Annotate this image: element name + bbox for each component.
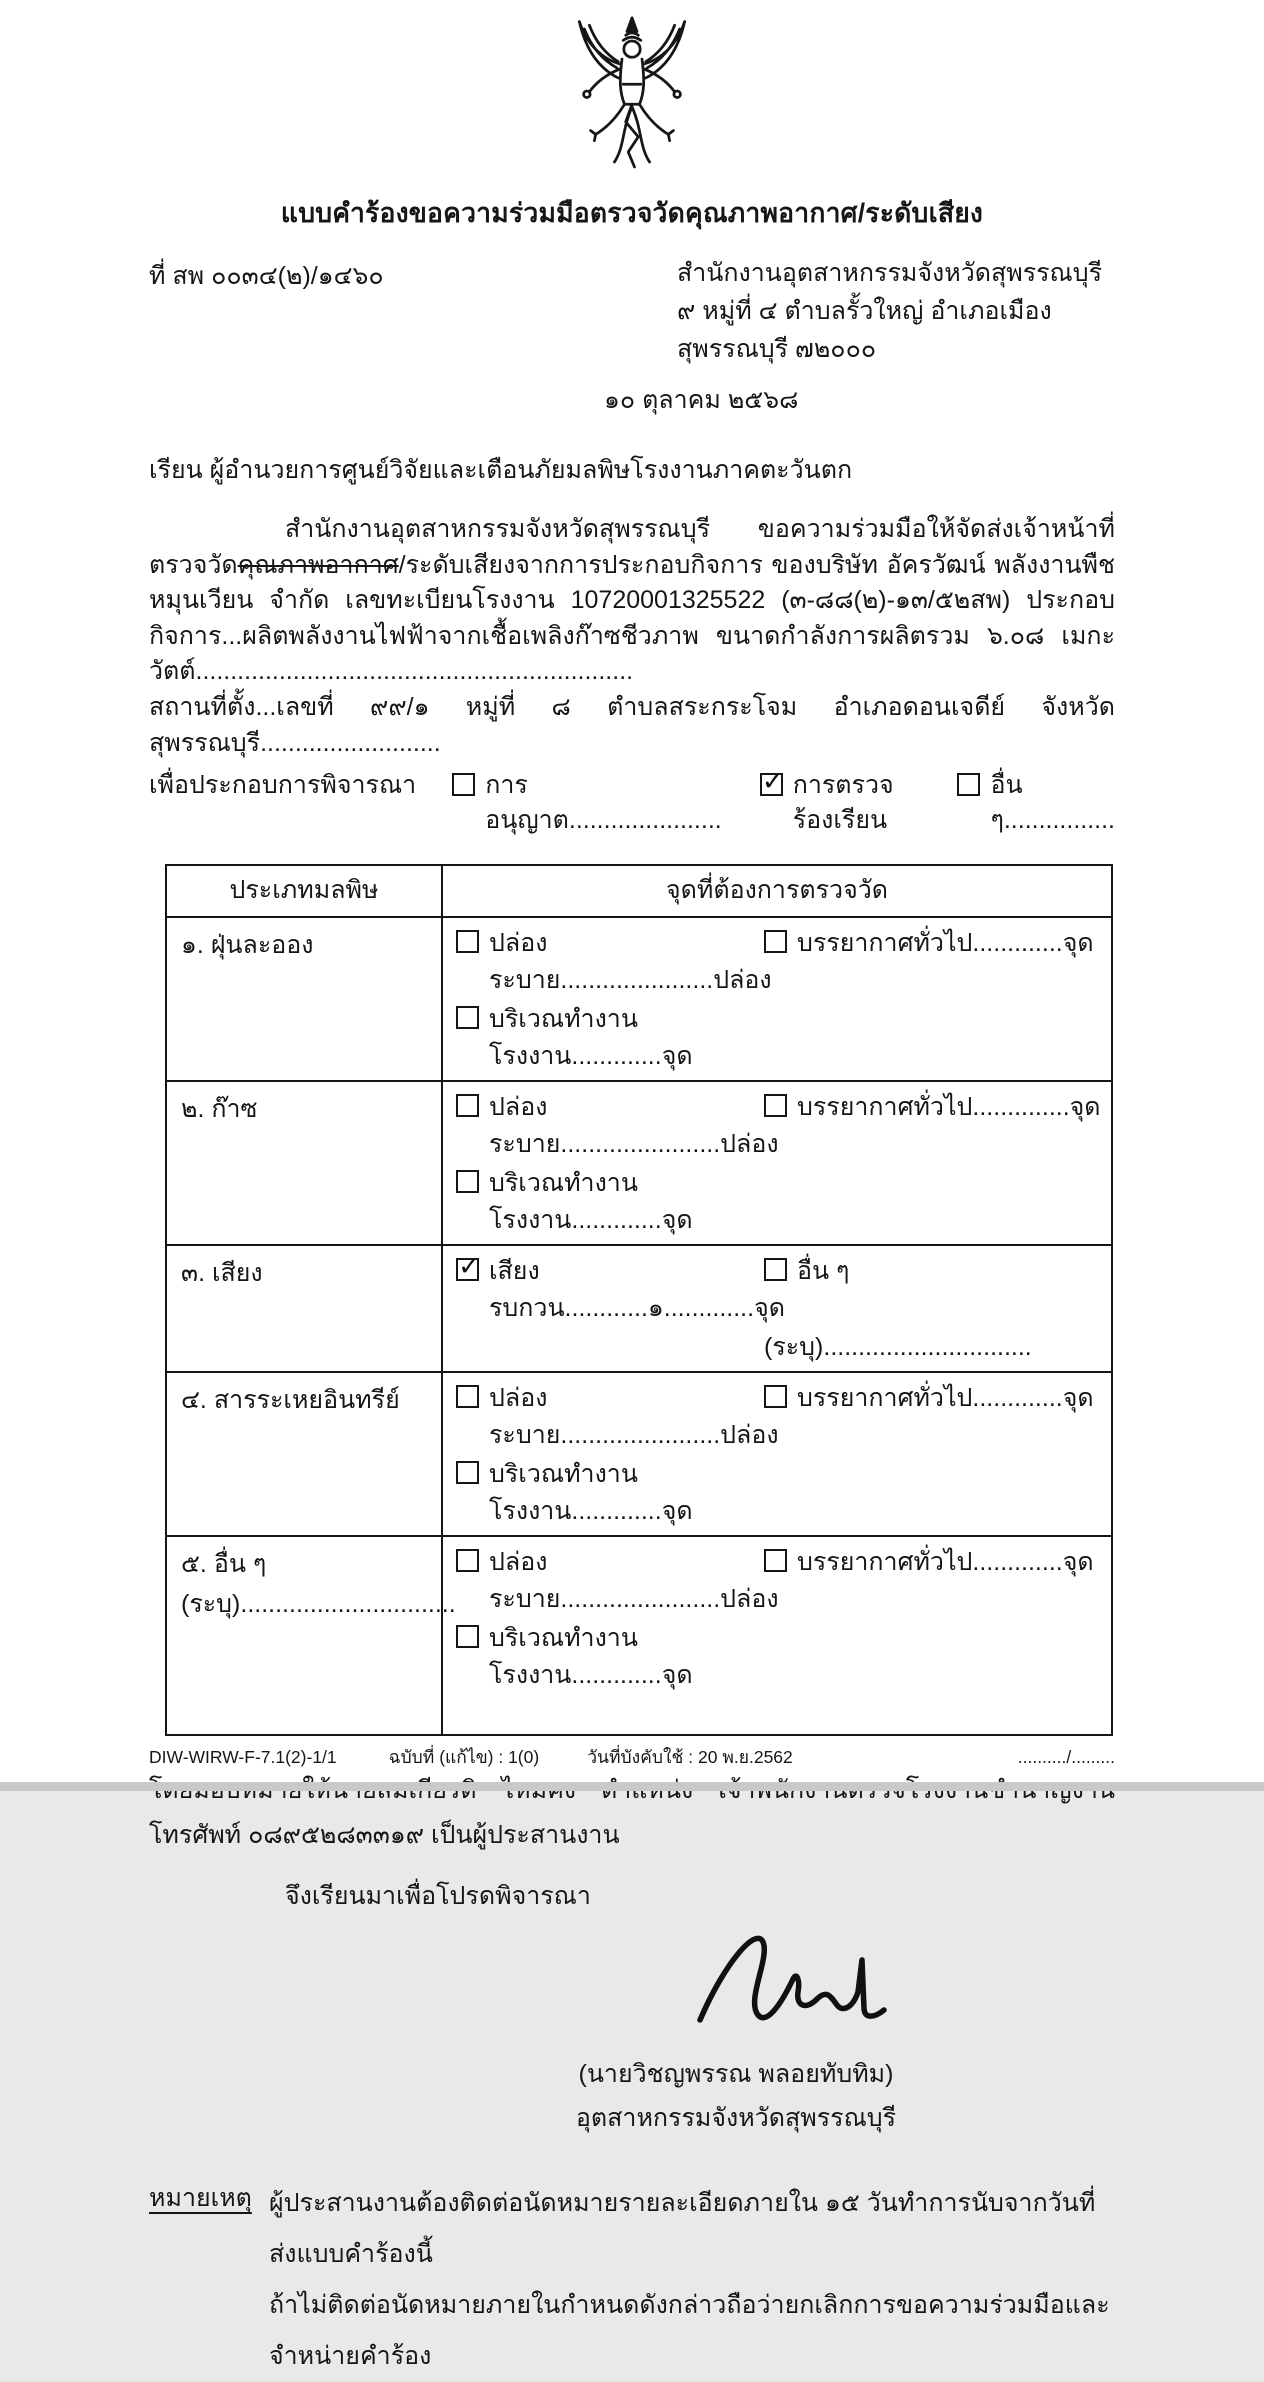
note-line-2: ถ้าไม่ติดต่อนัดหมายภายในกำหนดดังกล่าวถือว่ายกเลิกการขอความร่วมมือและจำหน่ายคำร้อง [269,2291,1110,2371]
pollution-table-body [166,917,1112,1735]
signer-name: (นายวิชญพรรณ พลอยทับทิม) [578,2060,894,2089]
checkbox[interactable] [957,773,980,796]
struck-text: คุณภาพอากาศ [237,550,399,579]
option-label: บริเวณทำงานโรงงาน.............จุด [489,1005,693,1071]
table-row [166,1245,1112,1372]
measure-option [456,1544,779,1618]
form-code: DIW-WIRW-F-7.1(2)-1/1 [149,1747,337,1767]
body-after-struck: /ระดับเสียงจากการประกอบกิจการ ของบริษัท อัครวัฒน์ พลังงานพืชหมุนเวียน จำกัด เลขทะเบียนโรงงาน 10720001325522 (๓-๘๘(๒)-๑๓/๕๒สพ) ประกอบกิจการ...ผลิตพลังงานไฟฟ้าจากเชื้อเพลิงก๊าซชีวภาพ ขนาดกำลังการผลิตรวม ๖.๐๘ เมกะวัตต์............................................................... [149,550,1115,686]
table-row [166,1536,1112,1735]
purpose-label: เพื่อประกอบการพิจารณา [149,771,417,800]
purpose-options [452,768,1115,838]
body-paragraph [149,512,1115,690]
measure-option [456,925,772,999]
checkbox[interactable] [456,1006,479,1029]
option-label: ปล่องระบาย.......................ปล่อง [489,1093,779,1159]
option-label: การอนุญาต...................... [485,771,722,835]
purpose-row [149,768,1115,838]
pollution-type-cell [166,1372,442,1536]
pollution-table [165,864,1113,1736]
option-label: การตรวจร้องเรียน [792,771,894,835]
option-line [456,925,1107,999]
body-lead: สำนักงานอุตสาหกรรมจังหวัดสุพรรณบุรี ขอความร่วมมือให้จัดส่งเจ้าหน้าที่ตรวจวัด [149,515,1115,579]
measure-option [456,1165,764,1239]
page-title: แบบคำร้องขอความร่วมมือตรวจวัดคุณภาพอากาศ/ระดับเสียง [280,198,984,228]
checkbox[interactable] [456,1461,479,1484]
signature-block [521,1922,951,2140]
office-address-line: ๙ หมู่ที่ ๔ ตำบลรั้วใหญ่ อำเภอเมือง [677,297,1052,325]
assignment-paragraph: โทรศัพท์ ๐๘๙๕๒๘๓๓๑๙ เป็นผู้ประสานงาน [149,1821,620,1850]
option-label: บรรยากาศทั่วไป.............จุด [797,1384,1094,1413]
option-label: เสียงรบกวน............๑.............จุด [489,1257,785,1323]
garuda-emblem-icon [556,14,708,172]
option-line [456,1001,1107,1075]
option-line [456,1380,1107,1454]
checkbox[interactable] [764,1385,787,1408]
note-line-1: ผู้ประสานงานต้องติดต่อนัดหมายรายละเอียดภายใน ๑๕ วันทำการนับจากวันที่ส่งแบบคำร้องนี้ [269,2189,1096,2269]
form-effective-date: วันที่บังคับใช้ : 20 พ.ย.2562 [587,1747,793,1767]
measure-option [764,1544,1107,1581]
checkbox[interactable] [456,1385,479,1408]
option-line [456,1329,1107,1366]
pollution-type-label: ๓. เสียง [181,1259,263,1288]
measure-option [957,768,1115,838]
office-address-line: สำนักงานอุตสาหกรรมจังหวัดสุพรรณบุรี [677,259,1103,287]
measure-option [764,1253,1107,1290]
pollution-type-cell [166,917,442,1081]
table-row [166,1081,1112,1245]
garuda-emblem [149,0,1115,176]
check-icon: ✓ [458,1251,481,1282]
location-line: สถานที่ตั้ง...เลขที่ ๙๙/๑ หมู่ที่ ๘ ตำบลสระกระโจม อำเภอดอนเจดีย์ จังหวัดสุพรรณบุรี.......................... [149,692,1115,757]
measure-points-cell [442,1245,1112,1372]
checkbox[interactable] [764,930,787,953]
header-pollution-type: ประเภทมลพิษ [166,865,442,917]
form-edition: ฉบับที่ (แก้ไข) : 1(0) [388,1747,540,1767]
option-label: ปล่องระบาย.......................ปล่อง [489,1548,779,1614]
pollution-type-label: ๔. สารระเหยอินทรีย์ [181,1386,400,1415]
option-label: อื่น ๆ................ [990,771,1115,835]
pollution-type-cell [166,1536,456,1735]
option-line [456,1544,1107,1618]
option-line [456,1620,1107,1694]
measure-option [764,1329,1107,1366]
note-lines [269,2178,1115,2382]
checkbox[interactable] [456,1170,479,1193]
salutation-line: เรียน ผู้อำนวยการศูนย์วิจัยและเตือนภัยมลพิษโรงงานภาคตะวันตก [149,456,853,484]
reference-number: ที่ สพ ๐๐๓๔(๒)/๑๔๖๐ [149,262,384,290]
measure-points-cell [442,1081,1112,1245]
pollution-type-label: ๒. ก๊าซ [181,1095,258,1124]
note-section [149,2178,1115,2382]
option-label: ปล่องระบาย......................ปล่อง [489,929,772,995]
pollution-type-cell [166,1081,442,1245]
option-line [456,1456,1107,1530]
checkbox[interactable] [456,1549,479,1572]
measure-option [456,1620,764,1694]
checkbox[interactable] [764,1094,787,1117]
checkbox[interactable] [456,1625,479,1648]
option-label: บริเวณทำงานโรงงาน.............จุด [489,1460,693,1526]
checkbox[interactable] [456,930,479,953]
measure-option [760,768,920,838]
checkbox[interactable] [764,1258,787,1281]
table-row [166,1372,1112,1536]
pollution-type-label: ๕. อื่น ๆ [181,1550,267,1579]
measure-option [456,1251,785,1327]
measure-option [764,1380,1107,1417]
option-label: บรรยากาศทั่วไป.............จุด [797,1548,1094,1577]
pollution-type-label: ๑. ฝุ่นละออง [181,931,314,960]
option-label: (ระบุ).............................. [764,1333,1032,1362]
table-header-row [166,865,1112,917]
header-measure-points: จุดที่ต้องการตรวจวัด [442,865,1112,917]
signature-image [686,1922,936,2047]
form-footer [149,1743,1115,1771]
measure-points-cell [442,917,1112,1081]
measure-option [456,1089,779,1163]
pollution-type-cell [166,1245,442,1372]
table-row [166,917,1112,1081]
measure-option [456,1001,764,1075]
office-address [677,254,1115,368]
document-date: ๑๐ ตุลาคม ๒๕๖๘ [604,386,799,414]
option-label: อื่น ๆ [797,1257,850,1286]
option-line [456,1165,1107,1239]
measure-option [456,1456,764,1530]
option-line [456,1089,1107,1163]
measure-option [764,1089,1107,1126]
option-label: ปล่องระบาย.......................ปล่อง [489,1384,779,1450]
measure-points-cell [442,1372,1112,1536]
bottom-edge-strip [0,1782,1264,1791]
checkbox[interactable] [452,773,475,796]
option-line [456,1253,1107,1327]
option-label: บรรยากาศทั่วไป.............จุด [797,929,1094,958]
checkbox[interactable] [764,1549,787,1572]
measure-option [764,925,1107,962]
option-label: บริเวณทำงานโรงงาน.............จุด [489,1624,693,1690]
option-label: บรรยากาศทั่วไป..............จุด [797,1093,1101,1122]
check-icon: ✓ [761,766,785,797]
page-number-dots: ........../......... [1017,1747,1115,1767]
checkbox-checked[interactable] [456,1251,481,1282]
signer-position: อุตสาหกรรมจังหวัดสุพรรณบุรี [575,2104,897,2133]
closing-line: จึงเรียนมาเพื่อโปรดพิจารณา [285,1882,591,1911]
office-address-line: สุพรรณบุรี ๗๒๐๐๐ [677,335,877,363]
option-label: บริเวณทำงานโรงงาน.............จุด [489,1169,693,1235]
checkbox[interactable] [456,1094,479,1117]
measure-option [456,1380,779,1454]
pollution-type-sublabel: (ระบุ)............................... [181,1590,456,1619]
signature [521,1922,951,2050]
checkbox-checked[interactable] [760,766,785,797]
measure-option [452,768,721,838]
header-row [149,254,1115,368]
measure-points-cell [442,1536,1112,1735]
note-label: หมายเหตุ [149,2184,252,2213]
